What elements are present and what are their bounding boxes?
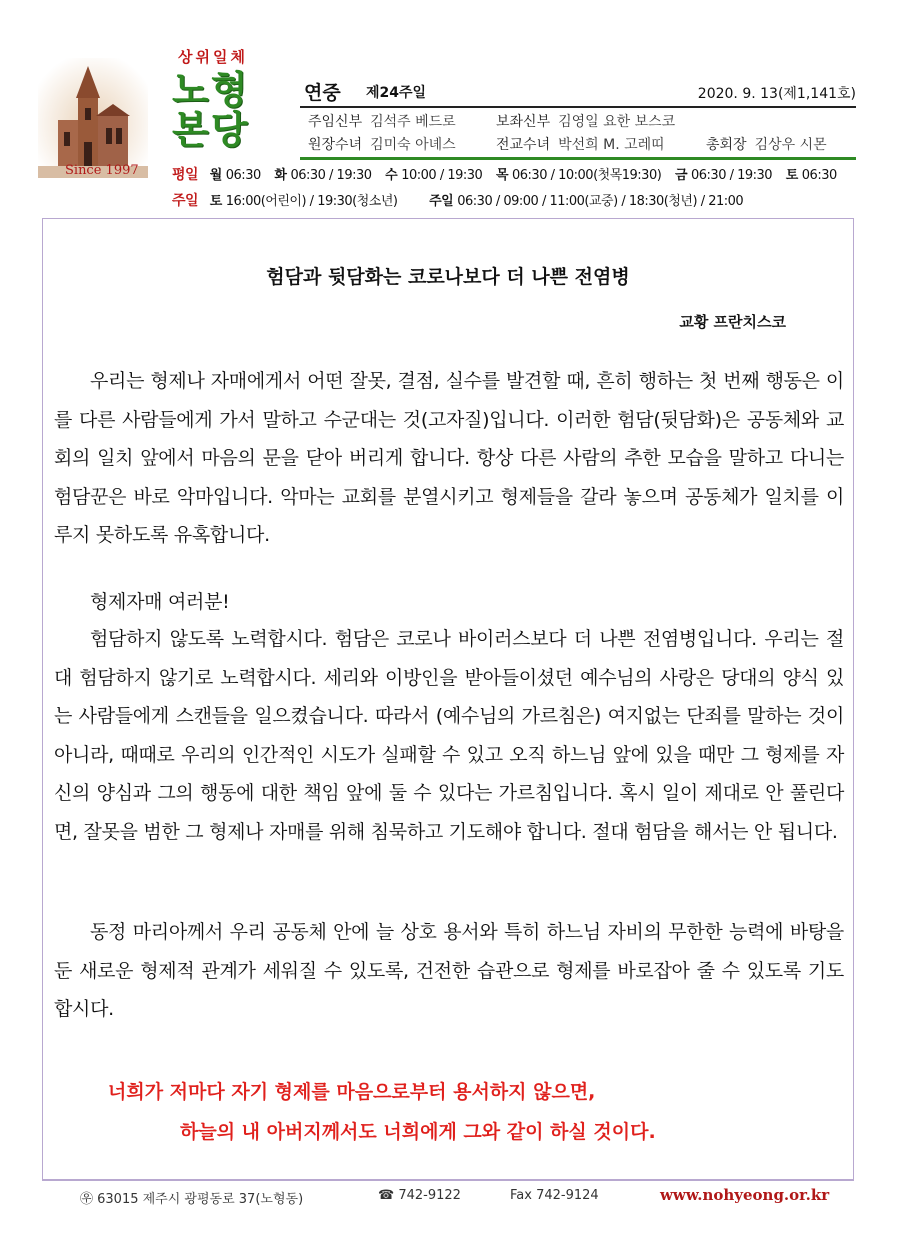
staff-item — [706, 134, 827, 154]
staff-role: 총회장 — [706, 137, 747, 153]
article-paragraph: 험담하지 않도록 노력합시다. 험담은 코로나 바이러스보다 더 나쁜 전염병입니다. 우리는 절대 험담하지 않기로 노력합시다. 세리와 이방인을 받아들이셨던 예수님의 사랑은 당대의 양식 있는 사람들에게 스캔들을 일으켰습니다. 따라서 (예수님의 가르침은) 여지없는 단죄를 말하는 것이 아니라, 때때로 우리의 인간적인 시도가 실패할 수 있고 오직 하느님 앞에 있을 때만 그 형제를 자신의 양심과 그의 행동에 대한 책임 앞에 둘 수 있다는 가르침입니다. 혹시 일이 제대로 안 풀린다면, 잘못을 범한 그 형제나 자매를 위해 침묵하고 기도해야 합니다. 절대 험담을 해서는 안 됩니다. — [54, 628, 845, 843]
schedule-day: 화 — [274, 168, 287, 183]
article-title: 험담과 뒷담화는 코로나보다 더 나쁜 전염병 — [266, 266, 630, 288]
schedule-times: 06:30 / 19:30 — [290, 168, 372, 183]
church-building-illustration — [38, 58, 148, 178]
sunday-schedule — [172, 190, 753, 210]
scripture-quote-line1: 너희가 저마다 자기 형제를 마음으로부터 용서하지 않으면, — [108, 1081, 596, 1103]
footer-address: ㉾ 63015 제주시 광평동로 37(노형동) — [80, 1192, 304, 1207]
motto: 상위일체 — [178, 48, 248, 66]
since-label: Since 1997 — [65, 163, 139, 178]
weekday-schedule — [172, 164, 847, 184]
staff-role: 주임신부 — [308, 114, 363, 130]
schedule-times: 06:30 / 19:30 — [691, 168, 773, 183]
schedule-day: 토 — [209, 194, 222, 209]
issue-date: 2020. 9. 13(제1,141호) — [697, 86, 856, 102]
schedule-day: 월 — [209, 168, 222, 183]
schedule-day: 수 — [385, 168, 398, 183]
schedule-day: 목 — [495, 168, 508, 183]
staff-name: 김영일 요한 보스코 — [558, 114, 676, 130]
staff-item — [496, 134, 665, 154]
article-paragraph: 우리는 형제나 자매에게서 어떤 잘못, 결점, 실수를 발견할 때, 흔히 행하는 첫 번째 행동은 이를 다른 사람들에게 가서 말하고 수군대는 것(고자질)입니다. 이러한 험담(뒷담화)은 공동체와 교회의 일치 앞에서 마음의 문을 닫아 버리게 합니다. 항상 다른 사람의 추한 모습을 말하고 다니는 험담꾼은 바로 악마입니다. 악마는 교회를 분열시키고 형제들을 갈라 놓으며 공동체가 일치를 이루지 못하도록 유혹합니다. — [54, 370, 844, 547]
footer-fax: Fax 742-9124 — [510, 1188, 599, 1203]
article-author: 교황 프란치스코 — [679, 313, 786, 331]
staff-item — [308, 111, 456, 131]
church-name-line1: 노형 — [172, 67, 250, 112]
schedule-times: 06:30 / 09:00 / 11:00(교중) / 18:30(청년) / 21:00 — [457, 194, 744, 209]
church-name-line2: 본당 — [172, 107, 250, 152]
staff-name: 박선희 M. 고레띠 — [558, 137, 665, 153]
footer-website-link[interactable]: www.nohyeong.or.kr — [660, 1186, 830, 1204]
schedule-day: 주일 — [429, 194, 454, 209]
schedule-day: 금 — [674, 168, 687, 183]
header-divider — [300, 106, 856, 108]
green-divider — [300, 157, 856, 160]
staff-name: 김석주 베드로 — [370, 114, 456, 130]
schedule-day: 토 — [785, 168, 798, 183]
staff-name: 김상우 시몬 — [754, 137, 827, 153]
week-label: 제24주일 — [366, 85, 427, 101]
sunday-label: 주일 — [172, 193, 199, 209]
publication-title: 연중 — [304, 82, 341, 104]
staff-role: 전교수녀 — [496, 137, 551, 153]
article-paragraph: 동정 마리아께서 우리 공동체 안에 늘 상호 용서와 특히 하느님 자비의 무한한 능력에 바탕을 둔 새로운 형제적 관계가 세워질 수 있도록, 건전한 습관으로 형제를 바로잡아 줄 수 있도록 기도합시다. — [54, 921, 844, 1021]
schedule-times: 06:30 / 10:00(첫목19:30) — [512, 168, 662, 183]
footer-phone: ☎ 742-9122 — [378, 1188, 461, 1203]
scripture-quote-line2: 하늘의 내 아버지께서도 너희에게 그와 같이 하실 것이다. — [180, 1121, 656, 1143]
staff-role: 원장수녀 — [308, 137, 363, 153]
schedule-times: 06:30 — [225, 168, 261, 183]
schedule-times: 06:30 — [801, 168, 837, 183]
footer-divider — [42, 1180, 854, 1181]
staff-item — [496, 111, 675, 131]
schedule-times: 10:00 / 19:30 — [401, 168, 483, 183]
weekday-label: 평일 — [172, 167, 199, 183]
staff-item — [308, 134, 456, 154]
staff-role: 보좌신부 — [496, 114, 551, 130]
schedule-times: 16:00(어린이) / 19:30(청소년) — [225, 194, 398, 209]
staff-name: 김미숙 아녜스 — [370, 137, 456, 153]
article-greeting: 형제자매 여러분! — [90, 591, 230, 613]
